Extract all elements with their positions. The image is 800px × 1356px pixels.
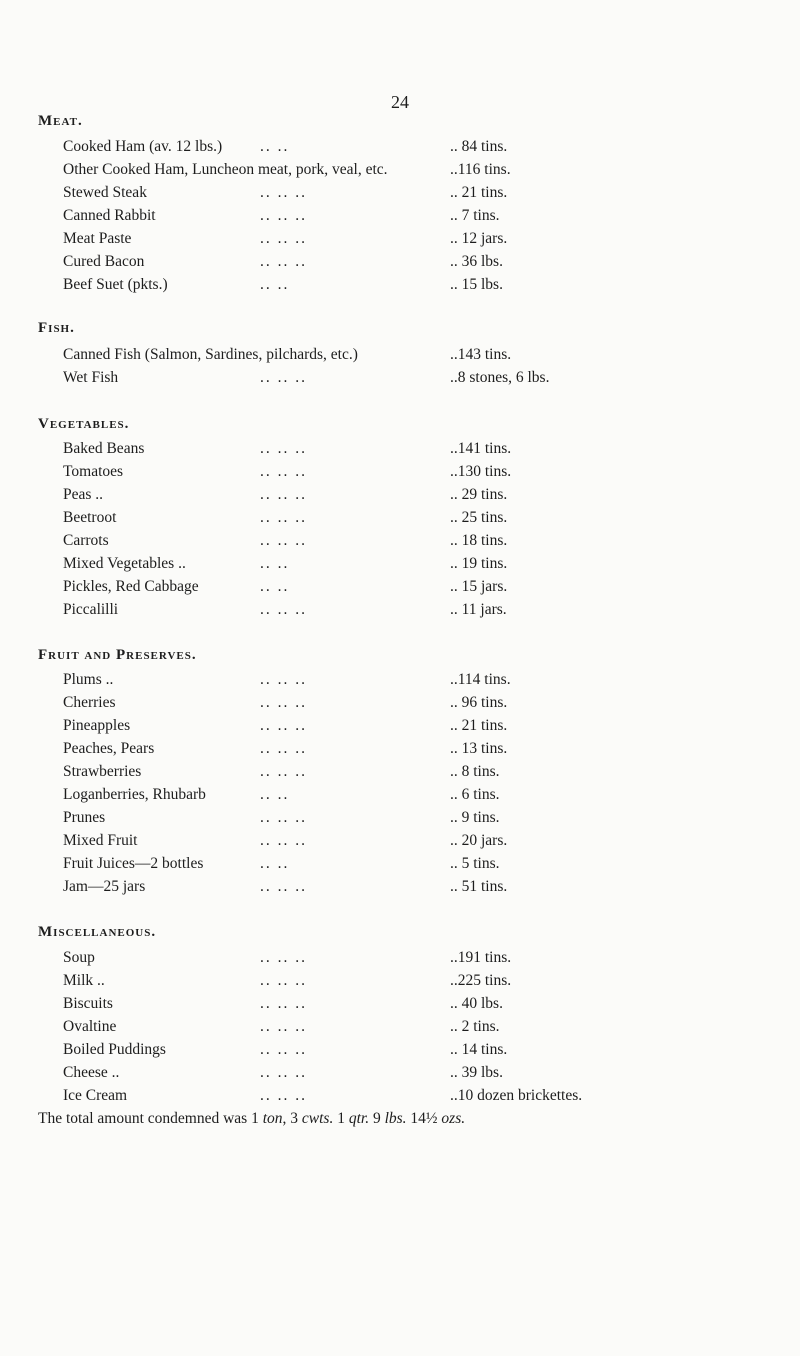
leader-dots: .. .. <box>260 786 290 803</box>
item-quantity: .. 96 tins. <box>450 694 508 711</box>
item-quantity: ..141 tins. <box>450 440 512 457</box>
item-quantity: ..8 stones, 6 lbs. <box>450 369 550 386</box>
leader-dots: .. .. .. <box>260 809 307 826</box>
item-quantity: .. 6 tins. <box>450 786 500 803</box>
item-quantity: .. 21 tins. <box>450 184 508 201</box>
list-item <box>0 207 800 229</box>
leader-dots: .. .. .. <box>260 601 307 618</box>
leader-dots: .. .. .. <box>260 369 307 386</box>
list-item <box>0 832 800 854</box>
list-item <box>0 786 800 808</box>
leader-dots: .. .. .. <box>260 1064 307 1081</box>
list-item <box>0 509 800 531</box>
list-item <box>0 230 800 252</box>
list-item <box>0 671 800 693</box>
list-item <box>0 440 800 462</box>
item-quantity: ..191 tins. <box>450 949 512 966</box>
total-sep: 1 <box>333 1110 349 1127</box>
section-heading: Miscellaneous. <box>38 924 157 940</box>
total-sep: , 3 <box>282 1110 302 1127</box>
item-label: Canned Fish (Salmon, Sardines, pilchards, etc.) <box>63 346 358 363</box>
leader-dots: .. .. .. <box>260 207 307 224</box>
leader-dots: .. .. .. <box>260 1041 307 1058</box>
list-item <box>0 463 800 485</box>
leader-dots: .. .. <box>260 578 290 595</box>
item-label: Mixed Vegetables .. <box>63 555 186 572</box>
list-item <box>0 1041 800 1063</box>
leader-dots: .. .. .. <box>260 832 307 849</box>
item-label: Ice Cream <box>63 1087 128 1104</box>
item-label: Pickles, Red Cabbage <box>63 578 199 595</box>
list-item <box>0 809 800 831</box>
item-label: Tomatoes <box>63 463 124 480</box>
list-item <box>0 184 800 206</box>
leader-dots: .. .. .. <box>260 230 307 247</box>
item-quantity: ..114 tins. <box>450 671 511 688</box>
item-label: Peas .. <box>63 486 104 503</box>
item-label: Cheese .. <box>63 1064 120 1081</box>
list-item <box>0 555 800 577</box>
item-quantity: .. 19 tins. <box>450 555 508 572</box>
leader-dots: .. .. .. <box>260 532 307 549</box>
leader-dots: .. .. .. <box>260 184 307 201</box>
item-label: Meat Paste <box>63 230 132 247</box>
item-quantity: .. 51 tins. <box>450 878 508 895</box>
item-label: Cherries <box>63 694 116 711</box>
leader-dots: .. .. .. <box>260 949 307 966</box>
leader-dots: .. .. <box>260 276 290 293</box>
list-item <box>0 972 800 994</box>
total-prefix: The total amount condemned was 1 <box>38 1110 263 1127</box>
item-label: Carrots <box>63 532 109 549</box>
item-label: Soup <box>63 949 95 966</box>
item-label: Fruit Juices—2 bottles <box>63 855 204 872</box>
list-item <box>0 578 800 600</box>
item-quantity: .. 11 jars. <box>450 601 507 618</box>
list-item <box>0 161 800 183</box>
list-item <box>0 1064 800 1086</box>
list-item <box>0 694 800 716</box>
leader-dots: .. .. <box>260 855 290 872</box>
list-item <box>0 138 800 160</box>
item-quantity: .. 9 tins. <box>450 809 500 826</box>
section-heading: Meat. <box>38 113 83 129</box>
item-quantity: .. 21 tins. <box>450 717 508 734</box>
item-quantity: .. 12 jars. <box>450 230 508 247</box>
item-label: Prunes <box>63 809 106 826</box>
item-label: Strawberries <box>63 763 142 780</box>
leader-dots: .. .. .. <box>260 694 307 711</box>
total-sep: 14½ <box>406 1110 442 1127</box>
leader-dots: .. .. <box>260 138 290 155</box>
leader-dots: .. .. .. <box>260 995 307 1012</box>
list-item <box>0 253 800 275</box>
page-number: 24 <box>391 92 409 112</box>
section-heading: Vegetables. <box>38 416 130 432</box>
leader-dots: .. .. .. <box>260 740 307 757</box>
leader-dots: .. .. .. <box>260 1087 307 1104</box>
item-label: Biscuits <box>63 995 113 1012</box>
leader-dots: .. .. .. <box>260 763 307 780</box>
leader-dots: .. .. .. <box>260 509 307 526</box>
list-item <box>0 717 800 739</box>
item-quantity: ..10 dozen brickettes. <box>450 1087 583 1104</box>
list-item <box>0 1087 800 1109</box>
total-sep: 9 <box>369 1110 385 1127</box>
item-quantity: ..143 tins. <box>450 346 512 363</box>
list-item <box>0 276 800 298</box>
item-quantity: .. 15 jars. <box>450 578 508 595</box>
total-condemned <box>38 1110 465 1128</box>
item-label: Wet Fish <box>63 369 119 386</box>
item-quantity: .. 39 lbs. <box>450 1064 503 1081</box>
item-label: Mixed Fruit <box>63 832 138 849</box>
item-quantity: .. 36 lbs. <box>450 253 503 270</box>
item-label: Loganberries, Rhubarb <box>63 786 206 803</box>
item-quantity: .. 18 tins. <box>450 532 508 549</box>
list-item <box>0 995 800 1017</box>
unit-cwts: cwts. <box>301 1110 334 1127</box>
item-quantity: .. 2 tins. <box>450 1018 500 1035</box>
list-item <box>0 855 800 877</box>
item-quantity: ..130 tins. <box>450 463 512 480</box>
leader-dots: .. .. <box>260 555 290 572</box>
list-item <box>0 740 800 762</box>
leader-dots: .. .. .. <box>260 972 307 989</box>
leader-dots: .. .. .. <box>260 878 307 895</box>
item-label: Ovaltine <box>63 1018 117 1035</box>
unit-lbs: lbs. <box>384 1110 407 1127</box>
item-label: Milk .. <box>63 972 105 989</box>
item-label: Jam—25 jars <box>63 878 146 895</box>
item-label: Beef Suet (pkts.) <box>63 276 168 293</box>
item-label: Stewed Steak <box>63 184 147 201</box>
leader-dots: .. .. .. <box>260 440 307 457</box>
item-quantity: .. 29 tins. <box>450 486 508 503</box>
item-label: Other Cooked Ham, Luncheon meat, pork, veal, etc. <box>63 161 388 178</box>
leader-dots: .. .. .. <box>260 486 307 503</box>
item-quantity: .. 20 jars. <box>450 832 508 849</box>
item-label: Beetroot <box>63 509 117 526</box>
item-quantity: .. 13 tins. <box>450 740 508 757</box>
leader-dots: .. .. .. <box>260 463 307 480</box>
item-label: Cured Bacon <box>63 253 145 270</box>
list-item <box>0 369 800 391</box>
item-label: Plums .. <box>63 671 114 688</box>
item-quantity: .. 84 tins. <box>450 138 508 155</box>
item-label: Peaches, Pears <box>63 740 155 757</box>
item-quantity: .. 14 tins. <box>450 1041 508 1058</box>
item-label: Boiled Puddings <box>63 1041 166 1058</box>
item-label: Cooked Ham (av. 12 lbs.) <box>63 138 223 155</box>
item-quantity: .. 7 tins. <box>450 207 500 224</box>
leader-dots: .. .. .. <box>260 671 307 688</box>
item-quantity: ..225 tins. <box>450 972 512 989</box>
list-item <box>0 949 800 971</box>
item-quantity: ..116 tins. <box>450 161 511 178</box>
item-label: Canned Rabbit <box>63 207 156 224</box>
unit-ozs: ozs. <box>441 1110 466 1127</box>
list-item <box>0 878 800 900</box>
item-label: Baked Beans <box>63 440 145 457</box>
item-quantity: .. 5 tins. <box>450 855 500 872</box>
list-item <box>0 601 800 623</box>
list-item <box>0 532 800 554</box>
item-quantity: .. 25 tins. <box>450 509 508 526</box>
section-heading: Fish. <box>38 320 75 336</box>
leader-dots: .. .. .. <box>260 1018 307 1035</box>
list-item <box>0 486 800 508</box>
leader-dots: .. .. .. <box>260 253 307 270</box>
item-quantity: .. 15 lbs. <box>450 276 503 293</box>
list-item <box>0 1018 800 1040</box>
item-label: Piccalilli <box>63 601 119 618</box>
section-heading: Fruit and Preserves. <box>38 647 197 663</box>
unit-qtr: qtr. <box>348 1110 370 1127</box>
list-item <box>0 346 800 368</box>
unit-ton: ton <box>262 1110 283 1127</box>
item-quantity: .. 40 lbs. <box>450 995 503 1012</box>
item-quantity: .. 8 tins. <box>450 763 500 780</box>
list-item <box>0 763 800 785</box>
leader-dots: .. .. .. <box>260 717 307 734</box>
item-label: Pineapples <box>63 717 131 734</box>
